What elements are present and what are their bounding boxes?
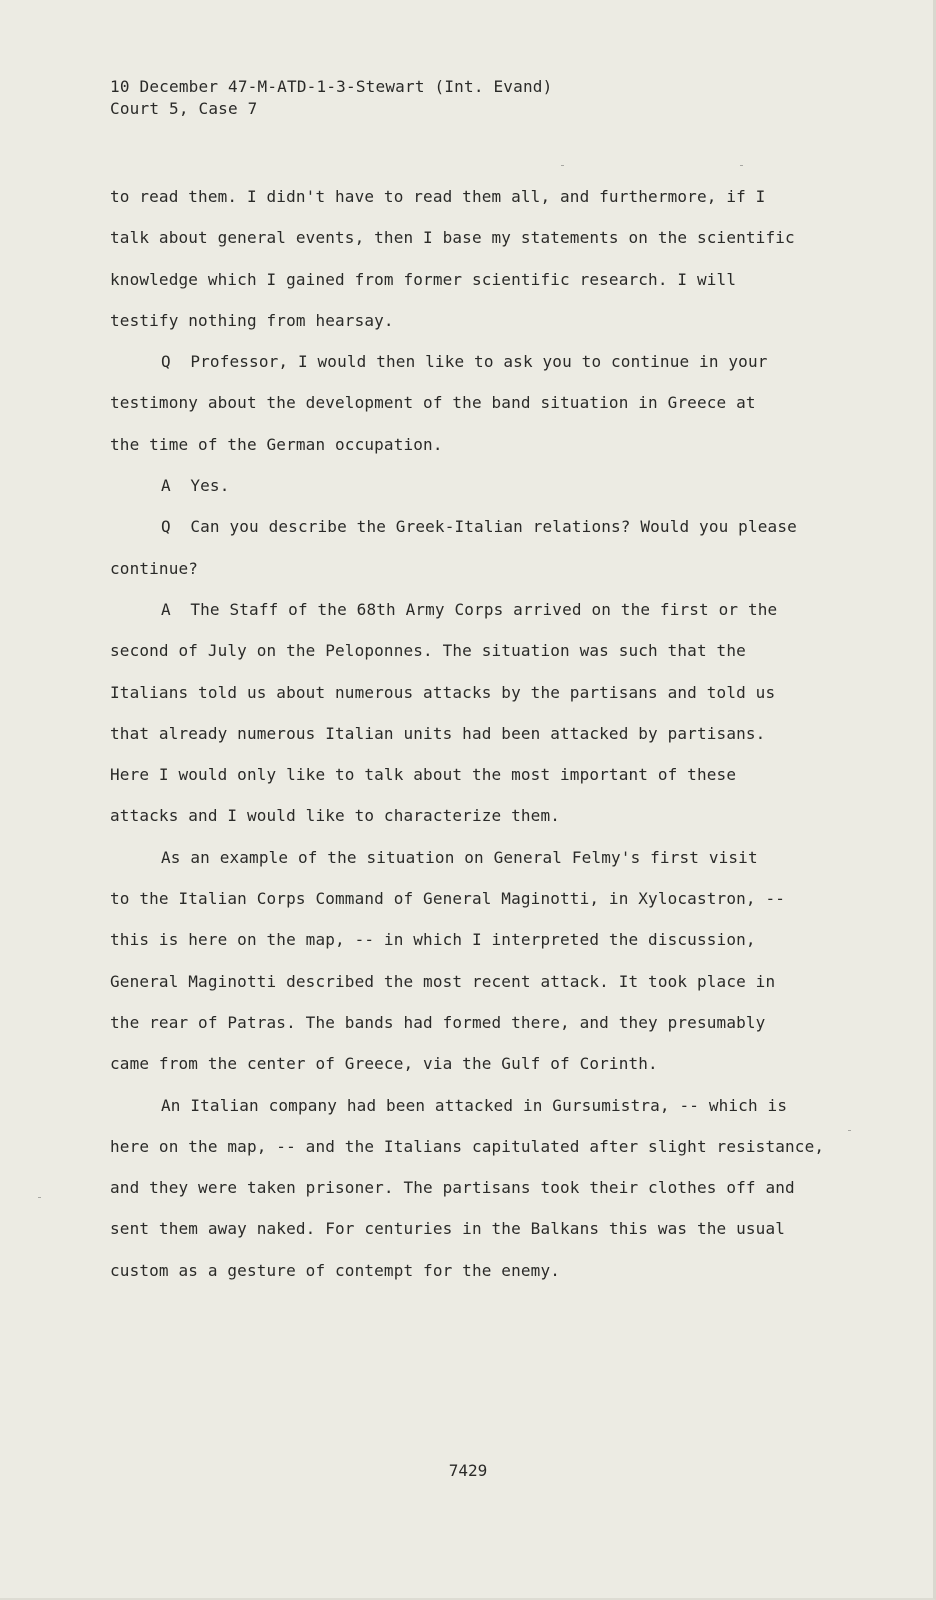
text-line: continue? — [110, 558, 199, 578]
scan-speck — [38, 1197, 41, 1198]
text-line: A The Staff of the 68th Army Corps arrived on the first or the — [161, 599, 778, 619]
text-line: came from the center of Greece, via the Gulf of Corinth. — [110, 1054, 658, 1074]
text-line: second of July on the Peloponnes. The situation was such that the — [110, 641, 746, 661]
transcript-body — [110, 176, 870, 1291]
text-line: attacks and I would like to characterize them. — [110, 806, 561, 826]
text-line: Q Professor, I would then like to ask you to continue in your — [161, 352, 768, 372]
text-line: to read them. I didn't have to read them all, and furthermore, if I — [110, 187, 766, 206]
text-line: and they were taken prisoner. The partisans took their clothes off and — [110, 1178, 795, 1198]
text-line: A Yes. — [161, 476, 230, 496]
text-line: testify nothing from hearsay. — [110, 310, 394, 330]
text-line: sent them away naked. For centuries in the Balkans this was the usual — [110, 1219, 786, 1239]
paragraph-question — [110, 341, 870, 465]
text-line: that already numerous Italian units had been attacked by partisans. — [110, 723, 766, 743]
text-line: the rear of Patras. The bands had formed there, and they presumably — [110, 1012, 766, 1032]
header-court-case: Court 5, Case 7 — [110, 99, 258, 118]
page-number: 7429 — [448, 1461, 488, 1480]
text-line: Q Can you describe the Greek-Italian relations? Would you please — [161, 517, 797, 537]
text-line: An Italian company had been attacked in Gursumistra, -- which is — [161, 1095, 788, 1115]
text-line: talk about general events, then I base my statements on the scientific — [110, 228, 795, 248]
text-line: to the Italian Corps Command of General Maginotti, in Xylocastron, -- — [110, 889, 786, 909]
header-date-reference: 10 December 47-M-ATD-1-3-Stewart (Int. Evand) — [110, 77, 553, 96]
text-line: Here I would only like to talk about the most important of these — [110, 765, 737, 785]
text-line: knowledge which I gained from former scientific research. I will — [110, 269, 737, 289]
text-line: Italians told us about numerous attacks by the partisans and told us — [110, 682, 776, 702]
paragraph-answer — [110, 589, 870, 837]
scan-speck — [561, 165, 564, 166]
text-line: custom as a gesture of contempt for the enemy. — [110, 1260, 561, 1280]
text-line: General Maginotti described the most recent attack. It took place in — [110, 971, 776, 991]
text-line: testimony about the development of the band situation in Greece at — [110, 393, 756, 413]
text-line: the time of the German occupation. — [110, 434, 443, 454]
text-line: this is here on the map, -- in which I interpreted the discussion, — [110, 930, 756, 950]
paragraph — [110, 176, 870, 341]
paragraph — [110, 1085, 870, 1291]
text-line: here on the map, -- and the Italians capitulated after slight resistance, — [110, 1136, 825, 1156]
text-line: As an example of the situation on General Felmy's first visit — [161, 847, 758, 867]
scan-speck — [740, 165, 743, 166]
document-header — [110, 76, 552, 120]
paragraph — [110, 837, 870, 1085]
scan-speck — [848, 1130, 851, 1131]
paragraph-answer — [110, 465, 870, 506]
paragraph-question — [110, 506, 870, 589]
